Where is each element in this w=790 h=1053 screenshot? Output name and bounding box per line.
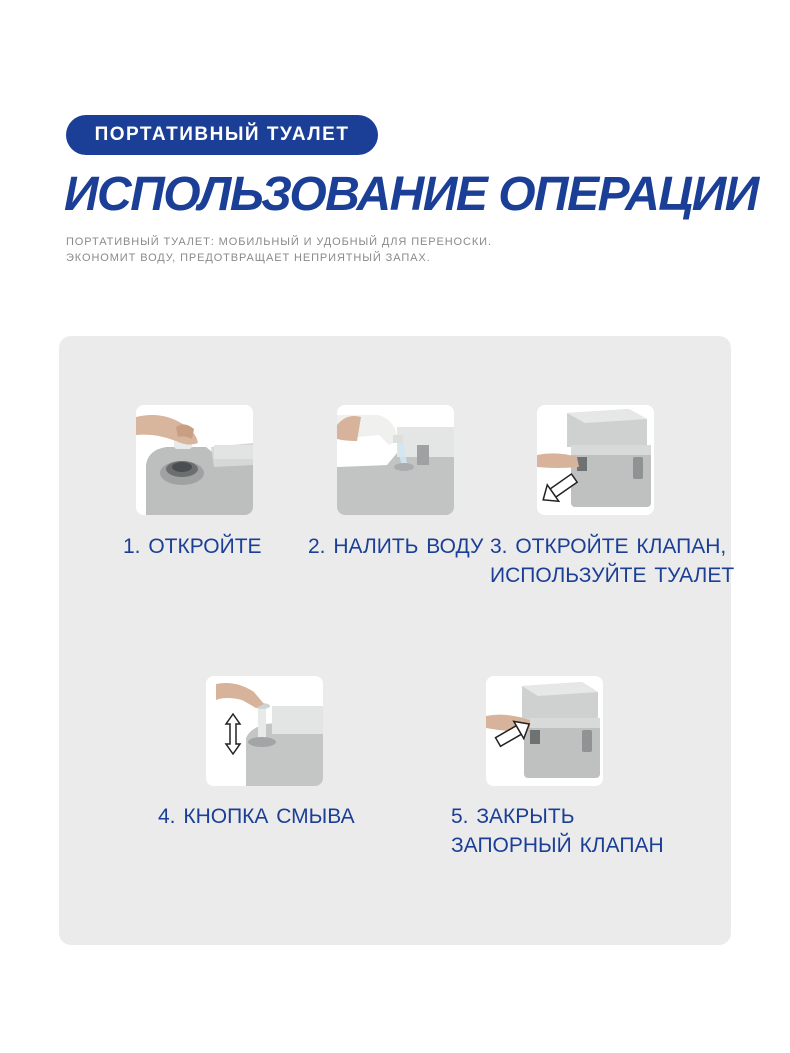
step-4-photo: [206, 676, 323, 786]
step-1-photo: [136, 405, 253, 515]
step-3-line-1: 3. ОТКРОЙТЕ КЛАПАН,: [490, 535, 727, 558]
subtitle-line-1: ПОРТАТИВНЫЙ ТУАЛЕТ: МОБИЛЬНЫЙ И УДОБНЫЙ ДЛЯ ПЕРЕНОСКИ.: [66, 236, 492, 248]
step-4-caption: [158, 802, 355, 831]
step-1-line-1: 1. ОТКРОЙТЕ: [123, 535, 262, 558]
step-2-caption: [308, 532, 483, 561]
step-3-photo: [537, 405, 654, 515]
step-1-caption: [123, 532, 262, 561]
step-2-line-1: 2. НАЛИТЬ ВОДУ: [308, 535, 484, 558]
step-3-caption: [490, 532, 734, 590]
step-5-line-2: ЗАПОРНЫЙ КЛАПАН: [451, 834, 664, 857]
subtitle-line-2: ЭКОНОМИТ ВОДУ, ПРЕДОТВРАЩАЕТ НЕПРИЯТНЫЙ ЗАПАХ.: [66, 252, 431, 264]
step-5-photo: [486, 676, 603, 786]
page-title: ИСПОЛЬЗОВАНИЕ ОПЕРАЦИИ: [64, 168, 758, 221]
step-5-caption: [451, 802, 664, 860]
step-3-line-2: ИСПОЛЬЗУЙТЕ ТУАЛЕТ: [490, 564, 735, 587]
step-2-photo: [337, 405, 454, 515]
step-4-line-1: 4. КНОПКА СМЫВА: [158, 805, 355, 828]
subtitle: [66, 234, 492, 266]
category-badge: ПОРТАТИВНЫЙ ТУАЛЕТ: [66, 115, 378, 155]
step-5-line-1: 5. ЗАКРЫТЬ: [451, 805, 575, 828]
